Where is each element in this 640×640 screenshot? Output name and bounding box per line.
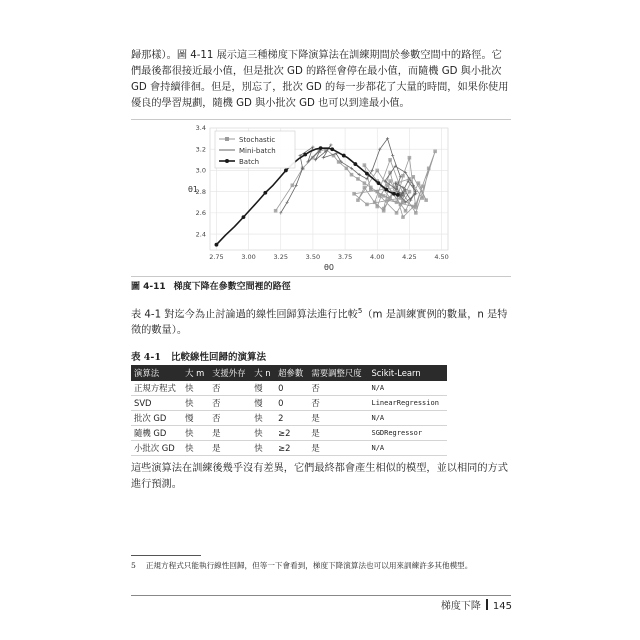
stochastic-point xyxy=(375,169,379,173)
table-header-row xyxy=(131,365,447,381)
table-header-cell: 支援外存 xyxy=(209,365,251,381)
x-tick-label: 4.50 xyxy=(434,253,449,261)
stochastic-point xyxy=(369,188,373,192)
stochastic-point xyxy=(386,198,390,202)
paragraph-intro: 歸那樣）。圖 4-11 展示這三種梯度下降演算法在訓練期間於參數空間中的路徑。它們最後都很接近最小值，但是批次 GD 的路徑會停在最小值，而隨機 GD 與小批次 GD 會持續徘徊。但是，別忘了，批次 GD 的每一步都花了大量的時間，如果你使用優良的學習規劃，隨機 GD 與小批次 GD 也可以到達最小值。 xyxy=(131,50,509,109)
stochastic-point xyxy=(291,183,295,187)
batch-point xyxy=(215,243,219,247)
table-header-cell: 大 m xyxy=(182,365,209,381)
x-axis-label: θ0 xyxy=(324,263,334,272)
table-cell: 是 xyxy=(209,441,251,456)
footnote-divider xyxy=(131,555,201,556)
table-title xyxy=(131,349,266,363)
table-cell: 正規方程式 xyxy=(131,381,182,396)
page-footer xyxy=(441,597,512,612)
table-cell: LinearRegression xyxy=(368,396,447,411)
stochastic-point xyxy=(414,211,418,215)
stochastic-point xyxy=(274,209,278,213)
table-cell: 是 xyxy=(308,411,368,426)
legend-batch-label: Batch xyxy=(239,158,260,166)
table-cell: 快 xyxy=(251,441,275,456)
stochastic-point xyxy=(356,177,360,181)
legend-minibatch-label: Mini-batch xyxy=(239,147,276,155)
x-tick-label: 3.00 xyxy=(241,253,256,261)
legend-batch-marker xyxy=(225,159,229,163)
stochastic-point xyxy=(401,215,405,219)
table-cell: 否 xyxy=(308,396,368,411)
batch-point xyxy=(263,191,267,195)
x-tick-label: 4.25 xyxy=(402,253,417,261)
p2-text-after: （m 是訓練實例的數量，n 是特徵的數量）。 xyxy=(131,309,508,337)
table-cell: 小批次 GD xyxy=(131,441,182,456)
batch-point xyxy=(284,169,288,173)
table-row xyxy=(131,441,447,456)
table-cell: 快 xyxy=(251,411,275,426)
footnote-ref: 5 xyxy=(357,307,363,315)
table-row xyxy=(131,381,447,396)
stochastic-point xyxy=(356,198,360,202)
stochastic-point xyxy=(365,203,369,207)
y-tick-label: 3.0 xyxy=(195,166,206,175)
batch-point xyxy=(342,154,346,158)
gradient-descent-path-chart xyxy=(131,120,511,276)
table-header-cell: Scikit-Learn xyxy=(368,365,447,381)
table-cell: SVD xyxy=(131,396,182,411)
table-title-text: 比較線性回歸的演算法 xyxy=(170,352,266,363)
stochastic-point xyxy=(417,181,421,185)
stochastic-point xyxy=(411,175,415,179)
stochastic-point xyxy=(395,211,399,215)
stochastic-point xyxy=(411,205,415,209)
stochastic-point xyxy=(388,179,392,183)
table-cell: 快 xyxy=(182,441,209,456)
footnote xyxy=(131,560,472,571)
x-tick-label: 4.00 xyxy=(370,253,385,261)
figure-caption-text: 梯度下降在參數空間裡的路徑 xyxy=(173,282,291,292)
figure-caption xyxy=(131,279,291,292)
legend-stochastic-label: Stochastic xyxy=(239,136,276,144)
table-cell: 否 xyxy=(209,381,251,396)
figure-4-11 xyxy=(131,119,511,277)
stochastic-point xyxy=(363,186,367,190)
stochastic-point xyxy=(375,190,379,194)
footer-divider xyxy=(131,595,511,596)
stochastic-point xyxy=(420,185,424,189)
paragraph-table-intro xyxy=(131,303,511,339)
batch-point xyxy=(330,147,334,151)
table-cell: 否 xyxy=(209,396,251,411)
legend xyxy=(215,131,295,168)
batch-point xyxy=(396,193,400,197)
table-header-cell: 需要調整尺度 xyxy=(308,365,368,381)
stochastic-point xyxy=(382,207,386,211)
x-tick-label: 2.75 xyxy=(209,253,224,261)
table-cell: N/A xyxy=(368,411,447,426)
stochastic-point xyxy=(388,158,392,162)
stochastic-point xyxy=(427,167,431,171)
table-cell: 0 xyxy=(275,381,308,396)
y-axis-label: θ1 xyxy=(188,185,198,194)
table-cell: 隨機 GD xyxy=(131,426,182,441)
table-cell: N/A xyxy=(368,381,447,396)
table-number: 表 4-1 xyxy=(131,352,161,363)
stochastic-point xyxy=(363,163,367,167)
table-cell: 是 xyxy=(308,426,368,441)
batch-point xyxy=(353,162,357,166)
figure-number: 圖 4-11 xyxy=(131,282,166,292)
stochastic-point xyxy=(378,194,382,198)
table-cell: 2 xyxy=(275,411,308,426)
table-cell: 慢 xyxy=(251,381,275,396)
batch-point xyxy=(365,172,369,176)
footer-separator xyxy=(486,599,488,610)
x-tick-label: 3.75 xyxy=(337,253,353,261)
stochastic-point xyxy=(424,198,428,202)
footer-section-title: 梯度下降 xyxy=(440,601,481,612)
batch-point xyxy=(377,181,381,185)
table-cell: 慢 xyxy=(182,411,209,426)
table-cell: N/A xyxy=(368,441,447,456)
table-cell: 否 xyxy=(209,411,251,426)
batch-point xyxy=(319,146,323,150)
table-cell: 是 xyxy=(308,441,368,456)
stochastic-point xyxy=(408,156,412,160)
stochastic-point xyxy=(350,173,354,177)
table-cell: 0 xyxy=(275,396,308,411)
table-cell: 快 xyxy=(182,396,209,411)
p2-text-before: 表 4-1 對迄今為止討論過的線性回歸算法進行比較 xyxy=(131,309,358,321)
y-tick-label: 2.4 xyxy=(195,230,206,239)
y-tick-label: 2.6 xyxy=(195,209,206,218)
stochastic-point xyxy=(382,194,386,198)
footnote-number: 5 xyxy=(131,561,136,570)
x-tick-label: 3.50 xyxy=(305,253,321,261)
batch-point xyxy=(384,188,388,192)
table-cell: 否 xyxy=(308,381,368,396)
stochastic-point xyxy=(420,196,424,200)
table-row xyxy=(131,411,447,426)
table-cell: 慢 xyxy=(251,396,275,411)
y-tick-label: 3.4 xyxy=(195,124,206,133)
batch-point xyxy=(242,215,246,219)
page-number: 145 xyxy=(492,601,512,612)
stochastic-point xyxy=(408,190,412,194)
stochastic-point xyxy=(433,150,437,154)
x-tick-label: 3.25 xyxy=(273,253,288,261)
table-cell: 快 xyxy=(182,426,209,441)
stochastic-point xyxy=(375,205,379,209)
stochastic-point xyxy=(363,181,367,185)
table-cell: SGDRegressor xyxy=(368,426,447,441)
footnote-text: 正規方程式只能執行線性回歸，但等一下會看到，梯度下降演算法也可以用來訓練許多其他模型。 xyxy=(145,561,473,570)
table-header-cell: 超參數 xyxy=(275,365,308,381)
batch-point xyxy=(303,153,307,157)
table-cell: ≥2 xyxy=(275,426,308,441)
table-cell: 快 xyxy=(182,381,209,396)
table-cell: 是 xyxy=(209,426,251,441)
stochastic-point xyxy=(373,200,377,204)
y-tick-label: 3.2 xyxy=(195,145,206,154)
stochastic-point xyxy=(345,167,349,171)
table-cell: 快 xyxy=(251,426,275,441)
paragraph-conclusion: 這些演算法在訓練後幾乎沒有差異，它們最終都會產生相似的模型，並以相同的方式進行預測。 xyxy=(131,463,508,490)
legend-stochastic-marker xyxy=(225,137,229,141)
batch-point xyxy=(392,192,396,196)
stochastic-point xyxy=(404,209,408,213)
y-tick-label: 2.8 xyxy=(195,187,206,196)
table-cell: ≥2 xyxy=(275,441,308,456)
stochastic-point xyxy=(352,192,356,196)
table-row xyxy=(131,426,447,441)
algorithm-comparison-table xyxy=(131,365,447,456)
table-cell: 批次 GD xyxy=(131,411,182,426)
stochastic-point xyxy=(395,200,399,204)
table-header-cell: 大 n xyxy=(251,365,275,381)
table-row xyxy=(131,396,447,411)
table-header-cell: 演算法 xyxy=(131,365,182,381)
